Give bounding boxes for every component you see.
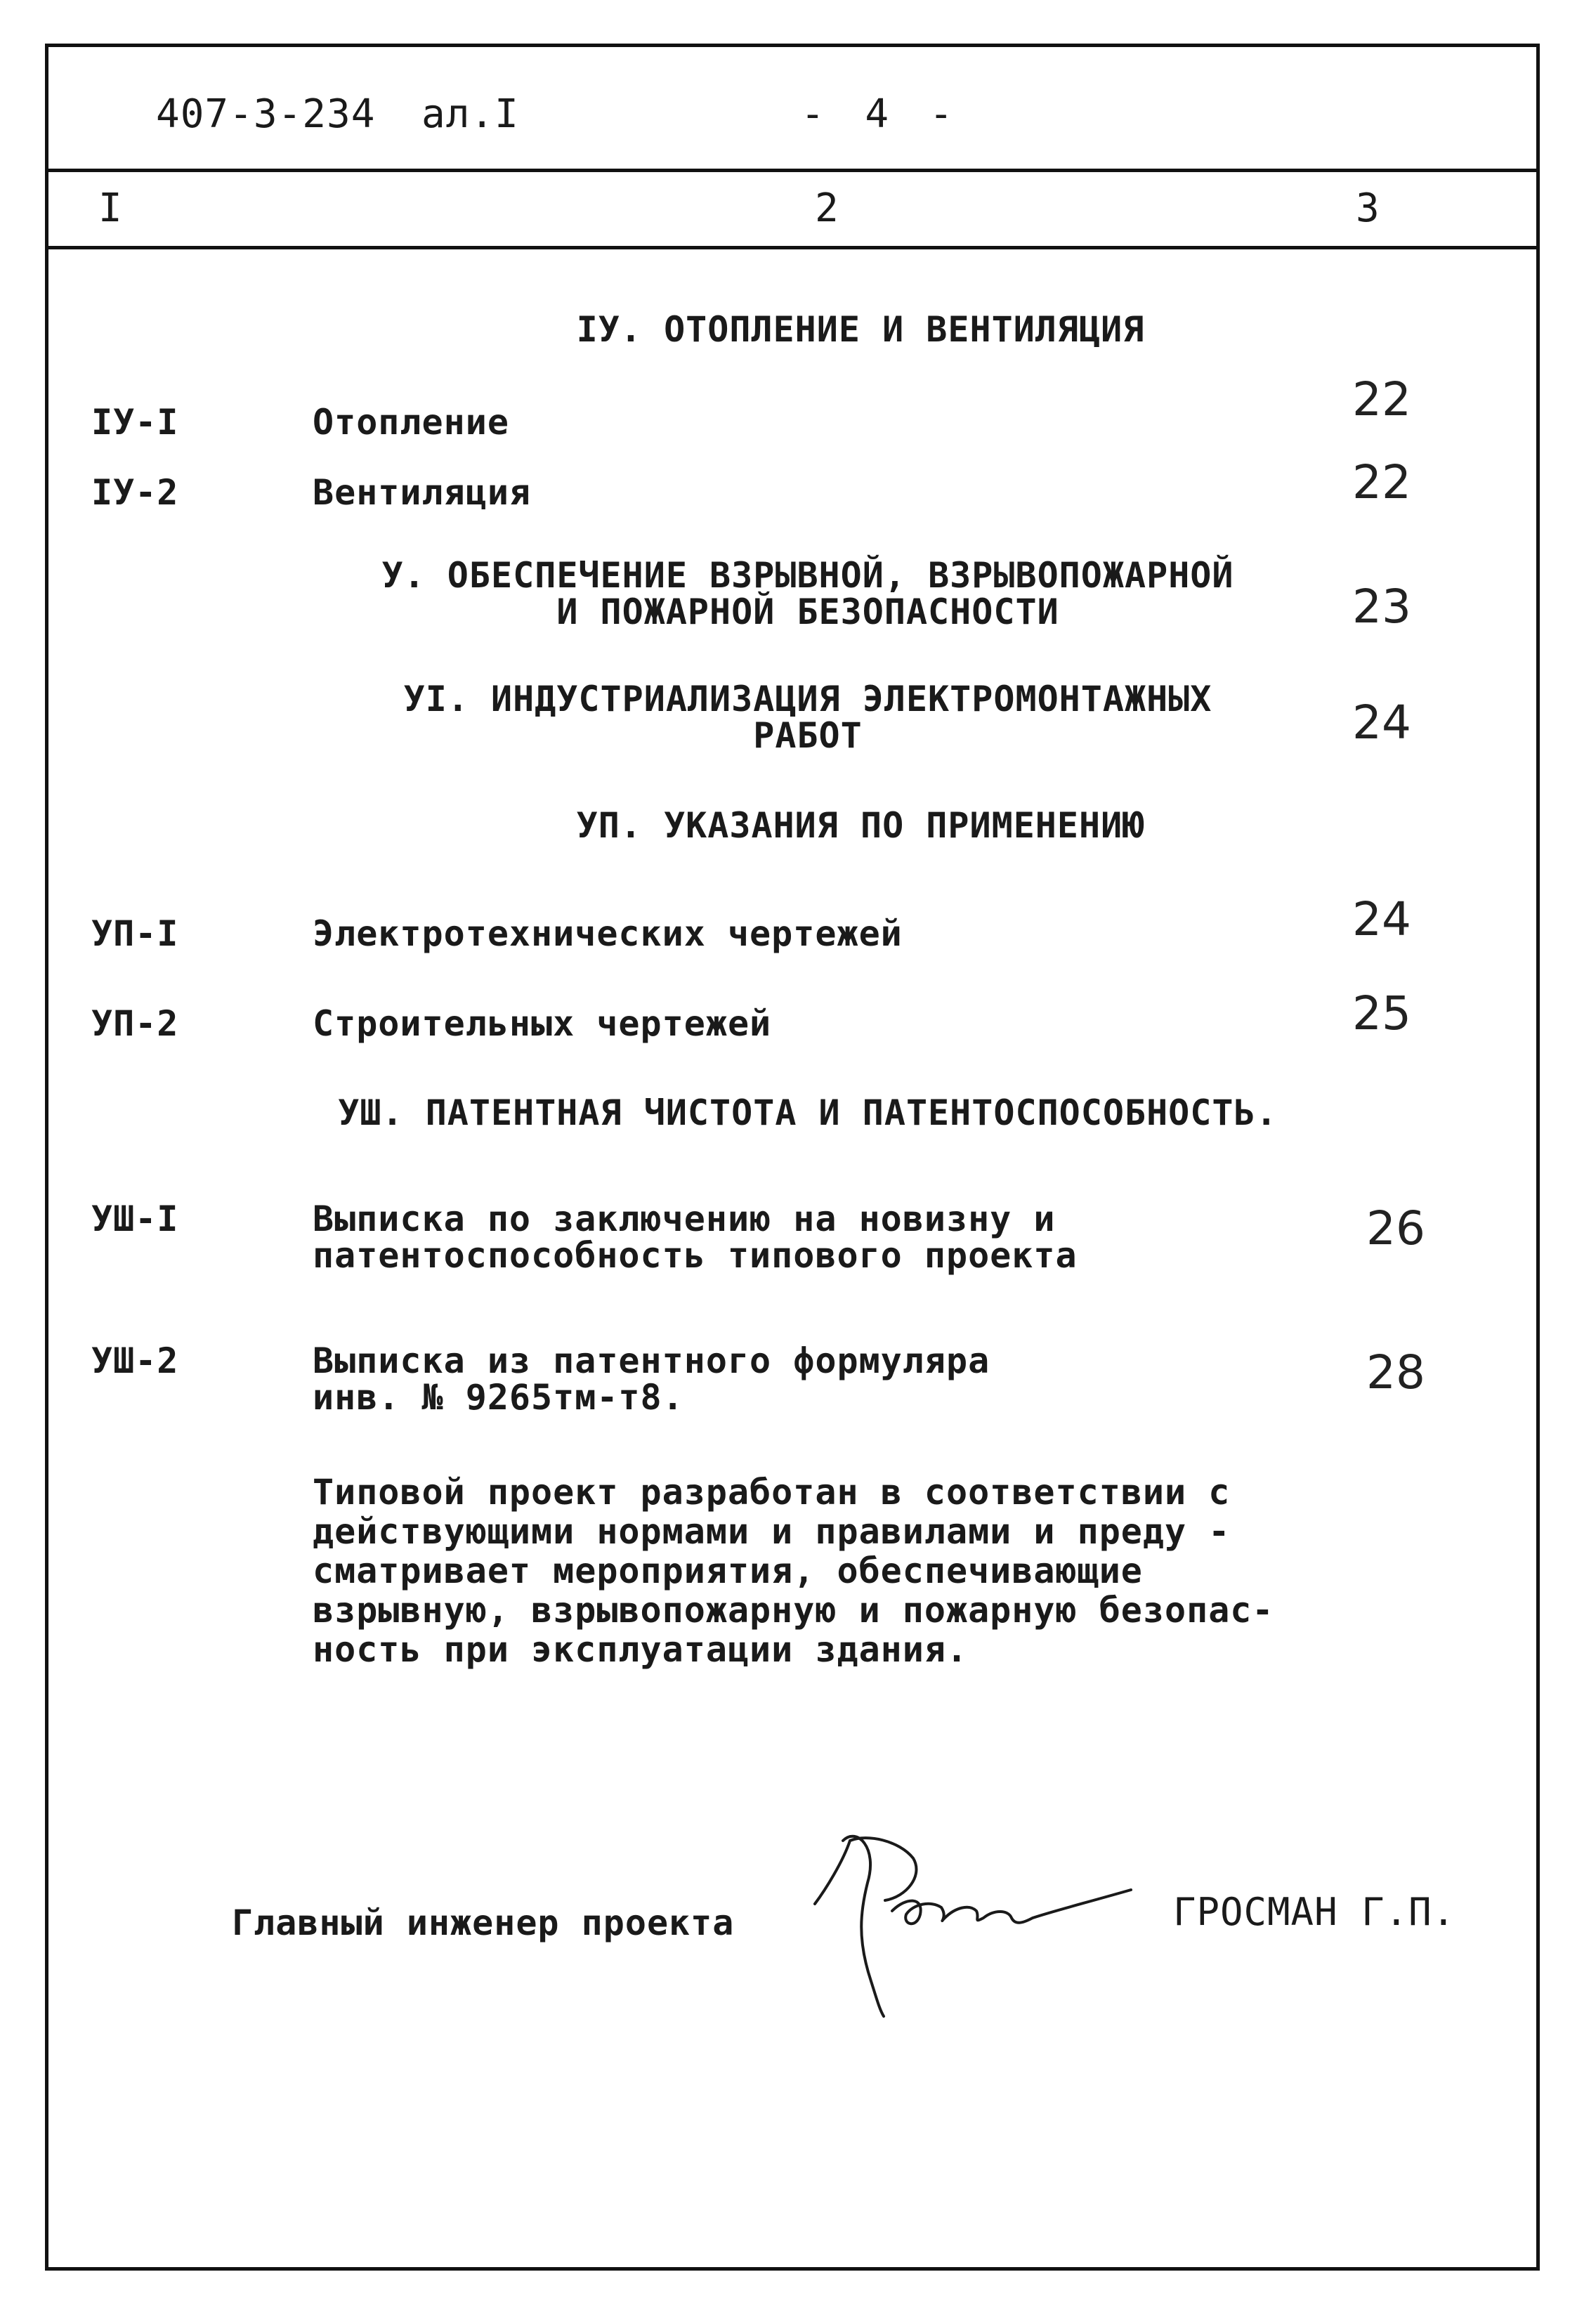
section-page: 24 bbox=[1352, 696, 1411, 750]
doc-code: 407-3-234 bbox=[156, 91, 376, 137]
item-page: 28 bbox=[1366, 1345, 1425, 1399]
item-text-line1: Выписка из патентного формуляра bbox=[313, 1340, 990, 1381]
item-page: 25 bbox=[1352, 986, 1411, 1040]
item-code: IУ-2 bbox=[91, 472, 179, 513]
item-code: УШ-2 bbox=[91, 1340, 179, 1381]
section-safety-title-line2: И ПОЖАРНОЙ БЕЗОПАСНОСТИ bbox=[556, 592, 1059, 632]
item-text-line2: патентоспособность типового проекта bbox=[313, 1235, 1078, 1276]
column-3-header: 3 bbox=[1356, 185, 1380, 231]
column-2-header: 2 bbox=[815, 185, 839, 231]
note-line: действующими нормами и правилами и преду - bbox=[313, 1511, 1231, 1552]
note-line: взрывную, взрывопожарную и пожарную безопас- bbox=[313, 1590, 1274, 1631]
column-1-header: I bbox=[98, 185, 123, 231]
note-line: сматривает мероприятия, обеспечивающие bbox=[313, 1551, 1143, 1591]
signer-name: ГРОСМАН Г.П. bbox=[1173, 1890, 1456, 1934]
item-code: IУ-I bbox=[91, 402, 179, 443]
header-divider bbox=[45, 169, 1540, 172]
section-page: 23 bbox=[1352, 580, 1411, 634]
item-page: 24 bbox=[1352, 892, 1411, 946]
section-instructions-title: УП. УКАЗАНИЯ ПО ПРИМЕНЕНИЮ bbox=[576, 805, 1145, 846]
item-code: УШ-I bbox=[91, 1199, 179, 1239]
page-number: - 4 - bbox=[801, 91, 962, 137]
column-header-divider bbox=[45, 246, 1540, 249]
item-text-line1: Выписка по заключению на новизну и bbox=[313, 1199, 1056, 1239]
sheet-label: ал.I bbox=[421, 91, 519, 137]
note-line: ность при эксплуатации здания. bbox=[313, 1629, 969, 1670]
item-text-line2: инв. № 9265тм-т8. bbox=[313, 1377, 684, 1418]
item-text: Электротехнических чертежей bbox=[313, 913, 903, 954]
section-heating-title: IУ. ОТОПЛЕНИЕ И ВЕНТИЛЯЦИЯ bbox=[576, 309, 1145, 350]
item-page: 22 bbox=[1352, 372, 1411, 426]
handwritten-signature bbox=[801, 1820, 1152, 2023]
section-patent-title: УШ. ПАТЕНТНАЯ ЧИСТОТА И ПАТЕНТОСПОСОБНОСТЬ. bbox=[338, 1092, 1278, 1133]
note-line: Типовой проект разработан в соответствии с bbox=[313, 1472, 1231, 1513]
section-industrialization-title-line1: УI. ИНДУСТРИАЛИЗАЦИЯ ЭЛЕКТРОМОНТАЖНЫХ bbox=[403, 679, 1212, 719]
section-industrialization-title-line2: РАБОТ bbox=[753, 715, 863, 756]
item-page: 26 bbox=[1366, 1201, 1425, 1255]
item-text: Отопление bbox=[313, 402, 509, 443]
item-text: Строительных чертежей bbox=[313, 1003, 772, 1044]
item-code: УП-I bbox=[91, 913, 179, 954]
item-code: УП-2 bbox=[91, 1003, 179, 1044]
section-safety-title-line1: У. ОБЕСПЕЧЕНИЕ ВЗРЫВНОЙ, ВЗРЫВОПОЖАРНОЙ bbox=[381, 555, 1234, 596]
item-text: Вентиляция bbox=[313, 472, 532, 513]
signer-role: Главный инженер проекта bbox=[232, 1902, 735, 1943]
item-page: 22 bbox=[1352, 455, 1411, 509]
